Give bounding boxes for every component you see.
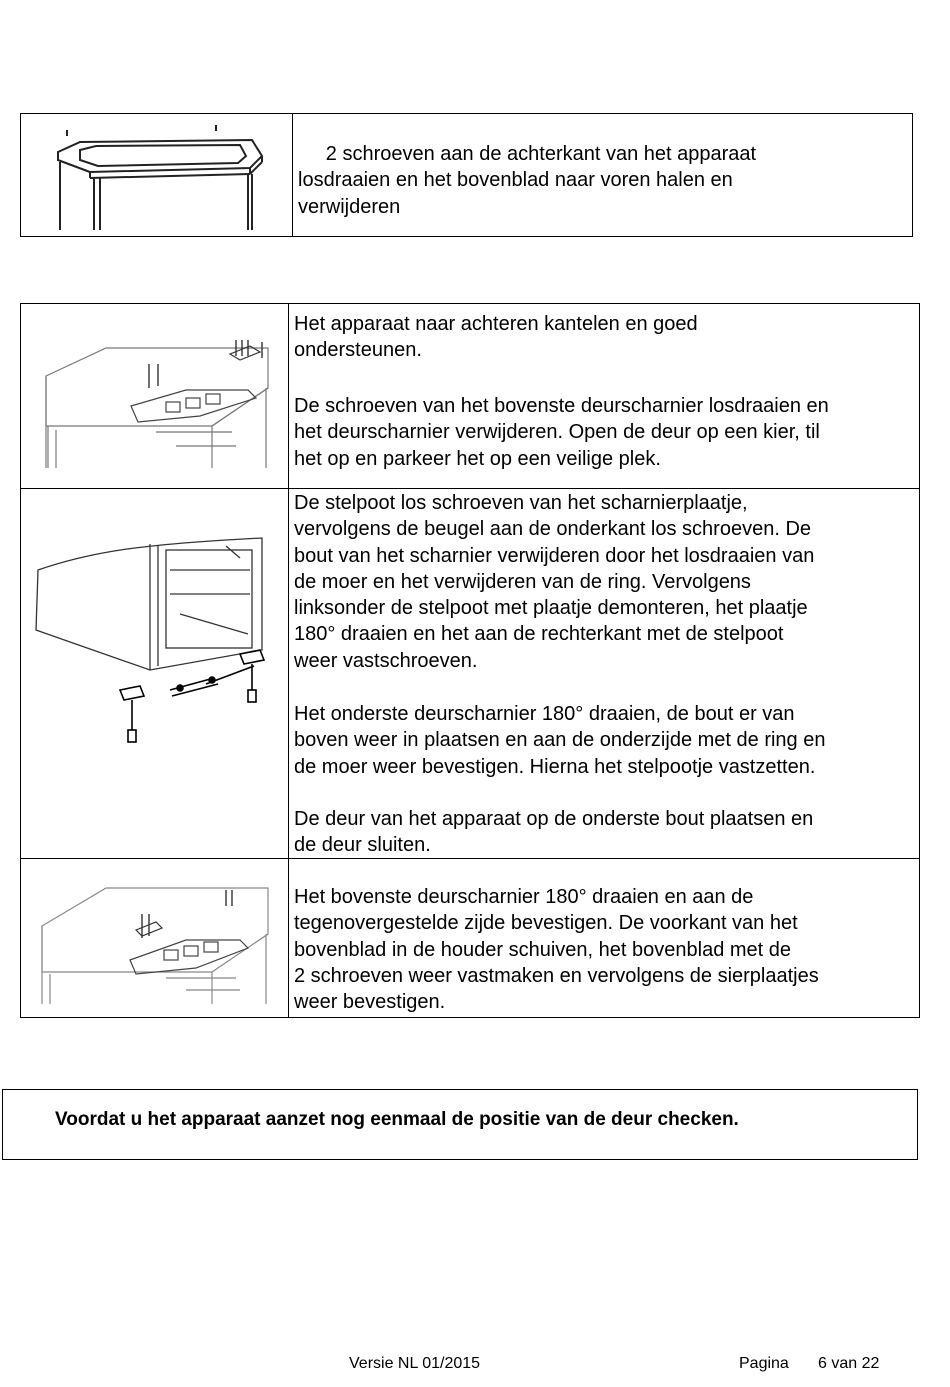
- step1-divider: [292, 113, 293, 237]
- steps-table-divider: [288, 303, 289, 1018]
- top-hinge-refit-illustration: [36, 878, 276, 1006]
- step2-paragraph-1: Het apparaat naar achteren kantelen en goed ondersteunen.: [294, 313, 698, 362]
- bottom-hinge-foot-illustration: [30, 530, 280, 748]
- step1-text: 2 schroeven aan de achterkant van het apparaat losdraaien en het bovenblad naar voren halen en verwijderen: [298, 143, 757, 218]
- step3-paragraph-2: Het onderste deurscharnier 180° draaien, de bout er van boven weer in plaatsen en aan de onderzijde met de ring en de moer weer bevestigen. Hierna het stelpootje vastzetten.: [294, 703, 826, 778]
- footer-page-label: Pagina: [739, 1355, 789, 1372]
- step4-paragraph-1: Het bovenste deurscharnier 180° draaien en aan de tegenovergestelde zijde bevestigen. De voorkant van het bovenblad in de houder schuiven, het bovenblad met de 2 schroeven weer vastmaken en vervolgens de sierplaatjes weer bevestigen.: [294, 886, 819, 1014]
- fridge-top-panel-screws-illustration: [40, 120, 280, 232]
- footer-version: Versie NL 01/2015: [349, 1355, 481, 1372]
- row-divider-1: [20, 488, 920, 489]
- footer-page-number: 6 van 22: [818, 1355, 880, 1372]
- step2-paragraph-2: De schroeven van het bovenste deurscharnier losdraaien en het deurscharnier verwijderen. Open de deur op een kier, til het op en parkeer het op een veilige plek.: [294, 395, 829, 470]
- notice-text: Voordat u het apparaat aanzet nog eenmaal de positie van de deur checken.: [55, 1109, 739, 1130]
- step3-paragraph-1: De stelpoot los schroeven van het scharnierplaatje, vervolgens de beugel aan de onderkant los schroeven. De bout van het scharnier verwijderen door het losdraaien van de moer en het verwijderen van de ring. Vervolgens linksonder de stelpoot met plaatje demonteren, het plaatje 180° draaien en het aan de rechterkant met de stelpoot weer vastschroeven.: [294, 492, 815, 672]
- step3-paragraph-3: De deur van het apparaat op de onderste bout plaatsen en de deur sluiten.: [294, 808, 814, 857]
- top-hinge-screws-illustration: [36, 326, 276, 472]
